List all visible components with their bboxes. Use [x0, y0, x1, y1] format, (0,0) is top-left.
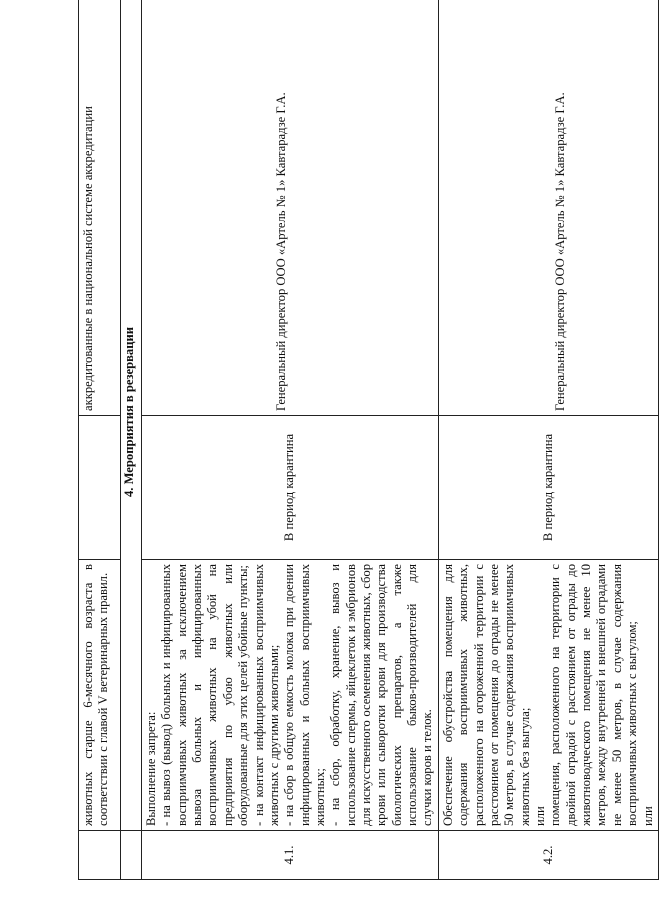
- activity-line: Обеспечение обустройства помещения для содержания восприимчивых животных, расположенного на огороженной территории с расстоянием от помещения до ограды не менее 50 метров, в случае содержания восприимчивых животных без выгула;: [440, 564, 532, 826]
- activity-line: - на сбор, обработку, хранение, вывоз и использование спермы, яйцеклеток и эмбрионов для искусственного осеменения животных, сбор крови или сыворотки крови для производства биологических препаратов, а также использование быков-производителей для случки коров и телок.: [328, 564, 435, 826]
- activity-cell: [438, 560, 658, 831]
- activity-line: помещения, расположенного на территории с двойной оградой с расстоянием от ограды до животноводческого помещения не менее 10 метров, между внутренней и внешней оградами не менее 50 метров, в случае содержания восприимчивых животных с выгулом;: [548, 564, 640, 826]
- activity-cell: [142, 560, 439, 831]
- responsible-cell: [438, 0, 658, 416]
- responsible-cell: [142, 0, 439, 416]
- activity-line: - на вывоз (вывод) больных и инфицированных восприимчивых животных за исключением вывоза больных и инфицированных восприимчивых животных на убой на предприятия по убою животных или оборудованные для этих целей убойные пункты;: [159, 564, 251, 826]
- table-row-continuation: [79, 0, 121, 880]
- section-header-row: [121, 0, 142, 880]
- row-number: 4.1.: [142, 831, 439, 880]
- cell-responsible-continuation: аккредитованные в национальной системе аккредитации: [79, 0, 121, 416]
- responsible-text: Генеральный директор ООО «Артель № 1» Кавтарадзе Г.А.: [274, 92, 288, 411]
- measures-table: [78, 0, 659, 880]
- table-row: [438, 0, 658, 880]
- activity-line: или: [640, 806, 655, 826]
- section-num-empty: [121, 831, 142, 880]
- rotated-table-wrapper: [78, 30, 655, 880]
- responsible-text: Генеральный директор ООО «Артель № 1» Кавтарадзе Г.А.: [552, 92, 567, 411]
- activity-line: - на сбор в общую емкость молока при доении инфицированных и больных восприимчивых животных;: [282, 564, 327, 826]
- time-cell: В период карантина: [438, 416, 658, 560]
- time-cell: В период карантина: [142, 416, 439, 560]
- cell-num-empty: [79, 831, 121, 880]
- activity-line: - на контакт инфицированных восприимчивых животных с другими животными;: [251, 564, 281, 826]
- row-number: 4.2.: [438, 831, 658, 880]
- activity-line: или: [532, 806, 547, 826]
- activity-line: Выполнение запрета:: [144, 711, 158, 826]
- table-row: [142, 0, 439, 880]
- cell-time-empty: [79, 416, 121, 560]
- cell-activity-continuation: животных старше 6-месячного возраста в соответствии с главой V ветеринарных правил.: [79, 560, 121, 831]
- section-title: 4. Мероприятия в резервации: [121, 0, 142, 831]
